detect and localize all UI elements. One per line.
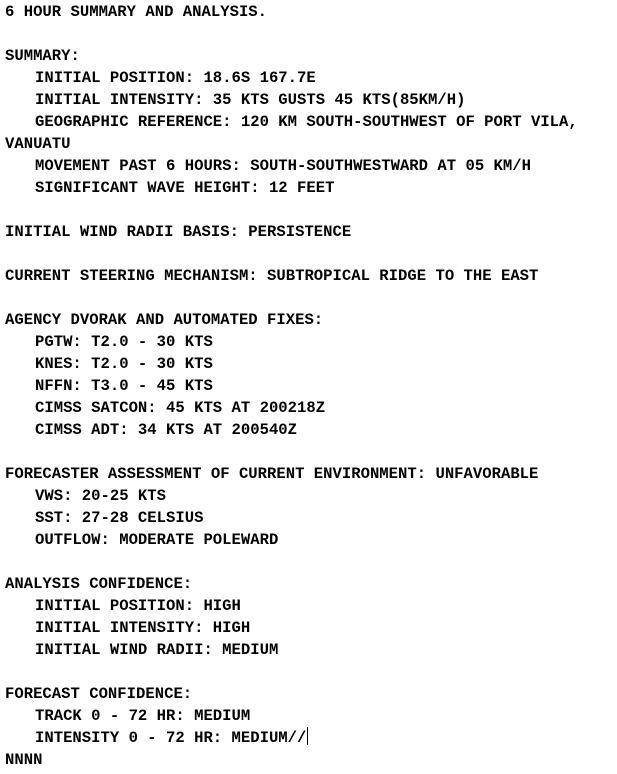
geographic-reference: GEOGRAPHIC REFERENCE: 120 KM SOUTH-SOUTHWEST OF PORT VILA, xyxy=(35,113,578,131)
environment-item: SST: 27-28 CELSIUS xyxy=(35,509,204,527)
analysis-confidence-item: INITIAL POSITION: HIGH xyxy=(35,597,241,615)
wind-radii-basis: INITIAL WIND RADII BASIS: PERSISTENCE xyxy=(5,223,352,241)
fix-item: CIMSS SATCON: 45 KTS AT 200218Z xyxy=(35,399,326,417)
forecast-confidence-heading: FORECAST CONFIDENCE: xyxy=(5,685,193,703)
movement: MOVEMENT PAST 6 HOURS: SOUTH-SOUTHWESTWARD AT 05 KM/H xyxy=(35,157,531,175)
environment-item: OUTFLOW: MODERATE POLEWARD xyxy=(35,531,279,549)
analysis-confidence-item: INITIAL WIND RADII: MEDIUM xyxy=(35,641,279,659)
end-marker: NNNN xyxy=(5,751,43,769)
blank-line xyxy=(5,661,615,683)
analysis-confidence-item: INITIAL INTENSITY: HIGH xyxy=(35,619,251,637)
forecast-confidence-item: INTENSITY 0 - 72 HR: MEDIUM// xyxy=(35,729,307,747)
initial-intensity: INITIAL INTENSITY: 35 KTS GUSTS 45 KTS(85KM/H) xyxy=(35,91,466,109)
blank-line xyxy=(5,23,615,45)
blank-line xyxy=(5,199,615,221)
blank-line xyxy=(5,287,615,309)
forecast-confidence-item: TRACK 0 - 72 HR: MEDIUM xyxy=(35,707,251,725)
fix-item: NFFN: T3.0 - 45 KTS xyxy=(35,377,213,395)
steering-mechanism: CURRENT STEERING MECHANISM: SUBTROPICAL RIDGE TO THE EAST xyxy=(5,267,539,285)
blank-line xyxy=(5,551,615,573)
geographic-reference-continued: VANUATU xyxy=(5,135,71,153)
environment-heading: FORECASTER ASSESSMENT OF CURRENT ENVIRONMENT: UNFAVORABLE xyxy=(5,465,539,483)
blank-line xyxy=(5,441,615,463)
text-cursor xyxy=(307,727,308,745)
document-title: 6 HOUR SUMMARY AND ANALYSIS. xyxy=(5,3,268,21)
fix-item: CIMSS ADT: 34 KTS AT 200540Z xyxy=(35,421,298,439)
bulletin-text xyxy=(5,0,615,771)
blank-line xyxy=(5,243,615,265)
environment-item: VWS: 20-25 KTS xyxy=(35,487,167,505)
wave-height: SIGNIFICANT WAVE HEIGHT: 12 FEET xyxy=(35,179,335,197)
fixes-heading: AGENCY DVORAK AND AUTOMATED FIXES: xyxy=(5,311,324,329)
fix-item: KNES: T2.0 - 30 KTS xyxy=(35,355,213,373)
initial-position: INITIAL POSITION: 18.6S 167.7E xyxy=(35,69,316,87)
forecast-confidence-last-line[interactable] xyxy=(5,727,615,749)
fix-item: PGTW: T2.0 - 30 KTS xyxy=(35,333,213,351)
analysis-confidence-heading: ANALYSIS CONFIDENCE: xyxy=(5,575,193,593)
summary-heading: SUMMARY: xyxy=(5,47,80,65)
